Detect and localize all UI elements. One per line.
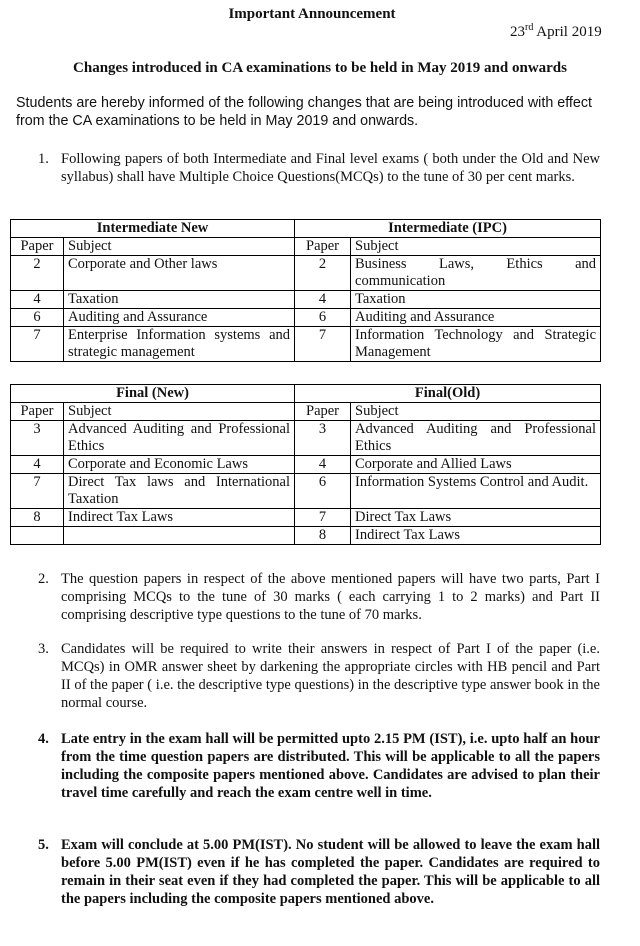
paper-number: 7 (11, 327, 64, 362)
subject-cell: Indirect Tax Laws (351, 527, 601, 545)
column-header: Paper (295, 403, 351, 421)
table-row (11, 309, 601, 327)
paper-number: 4 (11, 291, 64, 309)
paper-number: 8 (11, 509, 64, 527)
table-row (11, 509, 601, 527)
subject-cell: Enterprise Information systems and strategic management (64, 327, 295, 362)
paper-number: 7 (11, 474, 64, 509)
subject-cell: Corporate and Allied Laws (351, 456, 601, 474)
subject-cell (64, 527, 295, 545)
column-header: Subject (64, 238, 295, 256)
subject-cell: Business Laws, Ethics and communication (351, 256, 601, 291)
column-header: Paper (11, 238, 64, 256)
final-papers-table (10, 384, 601, 545)
table-heading: Final(Old) (295, 385, 601, 403)
table-row (11, 474, 601, 509)
paper-number: 6 (295, 309, 351, 327)
table-heading: Intermediate New (11, 220, 295, 238)
paper-number (11, 527, 64, 545)
announcement-date: 23rd April 2019 (510, 22, 602, 40)
paper-number: 2 (295, 256, 351, 291)
column-header: Subject (351, 403, 601, 421)
intermediate-papers-table (10, 219, 601, 362)
subject-cell: Advanced Auditing and Professional Ethics (64, 421, 295, 456)
subject-cell: Taxation (351, 291, 601, 309)
table-row (11, 456, 601, 474)
table-heading: Final (New) (11, 385, 295, 403)
table-heading: Intermediate (IPC) (295, 220, 601, 238)
point-5: 5. Exam will conclude at 5.00 PM(IST). No student will be allowed to leave the exam hall before 5.00 PM(IST) even if he has completed the paper. Candidates are required to remain in their seat even if they had completed the paper. This will be applicable to all the papers including the composite papers mentioned above. (38, 837, 600, 907)
table-row (11, 527, 601, 545)
column-header: Subject (351, 238, 601, 256)
paper-number: 4 (11, 456, 64, 474)
table-row (11, 327, 601, 362)
subject-cell: Information Technology and Strategic Management (351, 327, 601, 362)
column-header: Paper (11, 403, 64, 421)
point-3: 3. Candidates will be required to write their answers in respect of Part I of the paper (i.e. MCQs) in OMR answer sheet by darkening the appropriate circles with HB pencil and Part II of the paper ( i.e. the descriptive type questions) in the descriptive type answer book in the normal course. (38, 641, 600, 711)
paper-number: 7 (295, 509, 351, 527)
intro-paragraph: Students are hereby informed of the following changes that are being introduced with effect from the CA examinations to be held in May 2019 and onwards. (16, 95, 592, 129)
subject-cell: Indirect Tax Laws (64, 509, 295, 527)
paper-number: 6 (295, 474, 351, 509)
column-header: Subject (64, 403, 295, 421)
subject-cell: Direct Tax laws and International Taxation (64, 474, 295, 509)
subject-cell: Corporate and Other laws (64, 256, 295, 291)
subject-cell: Auditing and Assurance (351, 309, 601, 327)
paper-number: 4 (295, 456, 351, 474)
subject-cell: Direct Tax Laws (351, 509, 601, 527)
table-row (11, 291, 601, 309)
document-title: Important Announcement (228, 6, 396, 22)
subject-cell: Information Systems Control and Audit. (351, 474, 601, 509)
paper-number: 8 (295, 527, 351, 545)
paper-number: 3 (11, 421, 64, 456)
table-row (11, 421, 601, 456)
point-4: 4. Late entry in the exam hall will be permitted upto 2.15 PM (IST), i.e. upto half an hour from the time question papers are distributed. This will be applicable to all the papers including the composite papers mentioned above. Candidates are advised to plan their travel time carefully and reach the exam centre well in time. (38, 731, 600, 801)
point-2: 2. The question papers in respect of the above mentioned papers will have two parts, Part I comprising MCQs to the tune of 30 marks ( each carrying 1 to 2 marks) and Part II comprising descriptive type questions to the tune of 70 marks. (38, 571, 600, 623)
column-header: Paper (295, 238, 351, 256)
paper-number: 6 (11, 309, 64, 327)
paper-number: 3 (295, 421, 351, 456)
document-subtitle: Changes introduced in CA examinations to be held in May 2019 and onwards (73, 60, 567, 76)
paper-number: 7 (295, 327, 351, 362)
subject-cell: Auditing and Assurance (64, 309, 295, 327)
subject-cell: Advanced Auditing and Professional Ethics (351, 421, 601, 456)
subject-cell: Taxation (64, 291, 295, 309)
paper-number: 2 (11, 256, 64, 291)
subject-cell: Corporate and Economic Laws (64, 456, 295, 474)
paper-number: 4 (295, 291, 351, 309)
table-row (11, 256, 601, 291)
point-1: 1. Following papers of both Intermediate and Final level exams ( both under the Old and New syllabus) shall have Multiple Choice Questions(MCQs) to the tune of 30 per cent marks. (38, 151, 600, 185)
